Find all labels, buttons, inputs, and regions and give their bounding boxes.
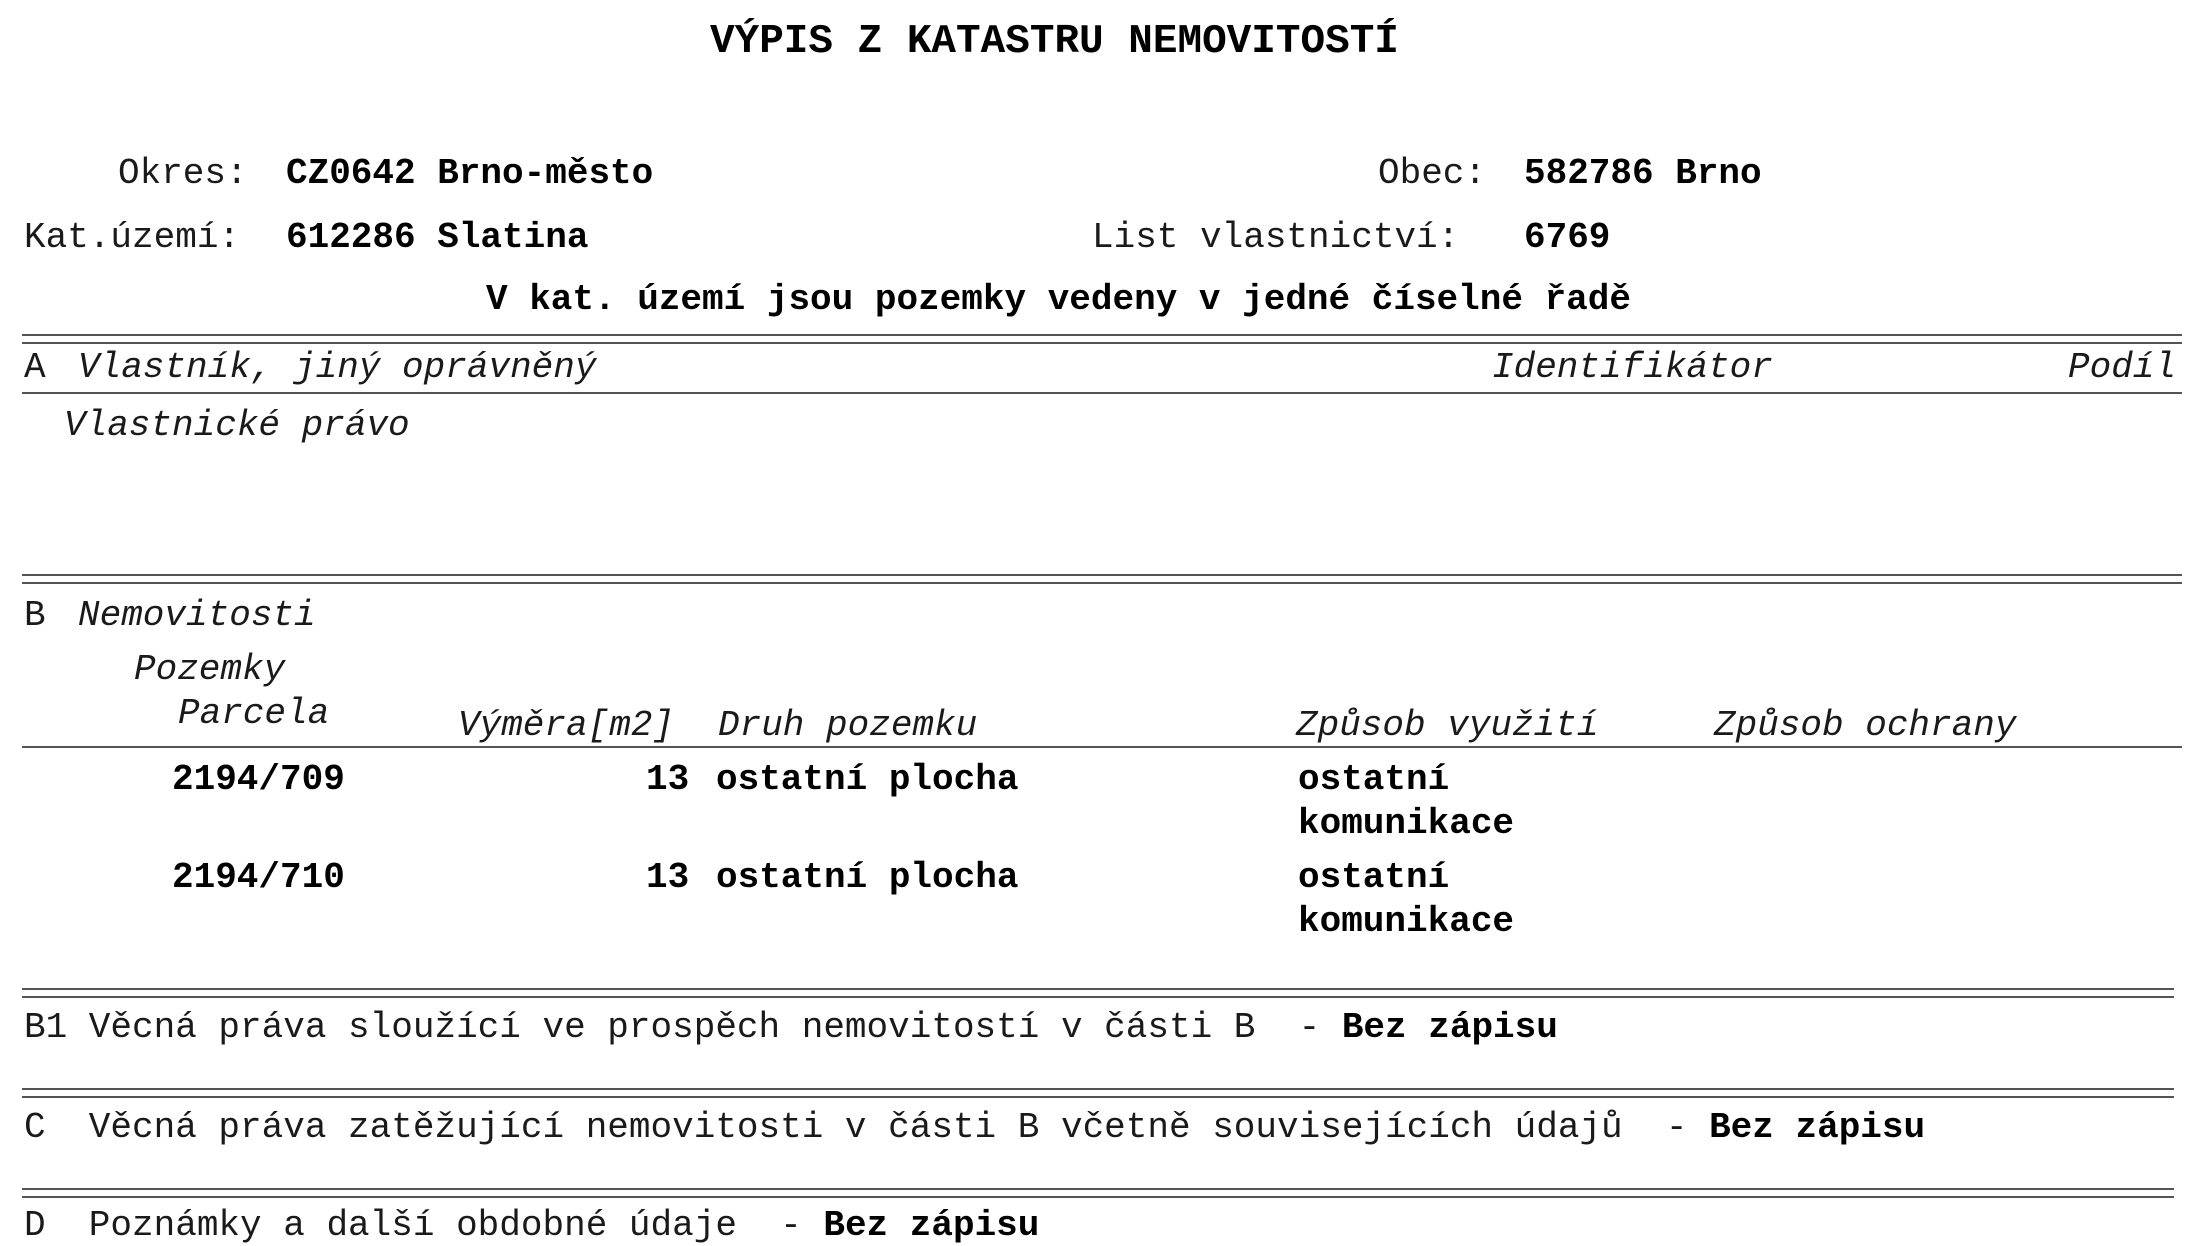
pozemky-subheading: Pozemky bbox=[134, 649, 286, 690]
parcel-number: 2194/709 bbox=[172, 759, 345, 800]
section-b1-text bbox=[24, 1007, 1558, 1048]
section-d-top-rule bbox=[22, 1188, 2174, 1198]
parcel-land-type: ostatní plocha bbox=[716, 857, 1019, 898]
section-b1-status: Bez zápisu bbox=[1341, 1007, 1558, 1048]
section-c-status: Bez zápisu bbox=[1709, 1107, 1926, 1148]
vymera-column-header: Výměra[m2] bbox=[458, 705, 675, 746]
section-c-top-rule bbox=[22, 1088, 2174, 1098]
document-title: VÝPIS Z KATASTRU NEMOVITOSTÍ bbox=[710, 19, 1399, 65]
section-a-letter: A bbox=[24, 347, 46, 388]
section-d-status: Bez zápisu bbox=[823, 1205, 1040, 1246]
zpusob-ochrany-column-header: Způsob ochrany bbox=[1714, 705, 2017, 746]
section-d-text bbox=[24, 1205, 1040, 1246]
vlastnicke-pravo-subheading: Vlastnické právo bbox=[64, 405, 410, 446]
okres-label: Okres: bbox=[118, 153, 248, 194]
section-a-top-rule bbox=[22, 334, 2182, 344]
kat-uzemi-value: 612286 Slatina bbox=[286, 217, 589, 258]
parcel-area: 13 bbox=[646, 857, 690, 898]
section-d-label: D Poznámky a další obdobné údaje - bbox=[24, 1205, 824, 1246]
zpusob-vyuziti-column-header: Způsob využití bbox=[1296, 705, 1599, 746]
identifikator-column-header: Identifikátor bbox=[1492, 347, 1773, 388]
parcel-area: 13 bbox=[646, 759, 690, 800]
list-vlastnictvi-label: List vlastnictví: bbox=[1092, 217, 1460, 258]
list-vlastnictvi-value: 6769 bbox=[1524, 217, 1611, 258]
section-a-header-rule bbox=[22, 392, 2182, 394]
section-b-letter: B bbox=[24, 595, 46, 636]
section-b1-top-rule bbox=[22, 988, 2174, 998]
kat-uzemi-label: Kat.území: bbox=[24, 217, 241, 258]
section-a-heading: Vlastník, jiný oprávněný bbox=[78, 347, 597, 388]
section-b-header-rule bbox=[22, 746, 2182, 748]
section-c-text bbox=[24, 1107, 1926, 1148]
parcela-column-header: Parcela bbox=[178, 693, 330, 734]
podil-column-header: Podíl bbox=[2068, 347, 2177, 388]
section-b-heading: Nemovitosti bbox=[78, 595, 316, 636]
parcel-number: 2194/710 bbox=[172, 857, 345, 898]
obec-label: Obec: bbox=[1378, 153, 1487, 194]
druh-pozemku-column-header: Druh pozemku bbox=[718, 705, 978, 746]
parcel-usage-line2: komunikace bbox=[1298, 803, 1515, 844]
parcel-land-type: ostatní plocha bbox=[716, 759, 1019, 800]
okres-value: CZ0642 Brno-město bbox=[286, 153, 654, 194]
section-b-top-rule bbox=[22, 574, 2182, 584]
section-c-label: C Věcná práva zatěžující nemovitosti v části B včetně souvisejících údajů - bbox=[24, 1107, 1710, 1148]
parcel-series-note: V kat. území jsou pozemky vedeny v jedné číselné řadě bbox=[486, 279, 1631, 320]
obec-value: 582786 Brno bbox=[1524, 153, 1762, 194]
parcel-usage-line2: komunikace bbox=[1298, 901, 1515, 942]
parcel-usage-line1: ostatní bbox=[1298, 759, 1450, 800]
parcel-usage-line1: ostatní bbox=[1298, 857, 1450, 898]
section-b1-label: B1 Věcná práva sloužící ve prospěch nemovitostí v části B - bbox=[24, 1007, 1342, 1048]
